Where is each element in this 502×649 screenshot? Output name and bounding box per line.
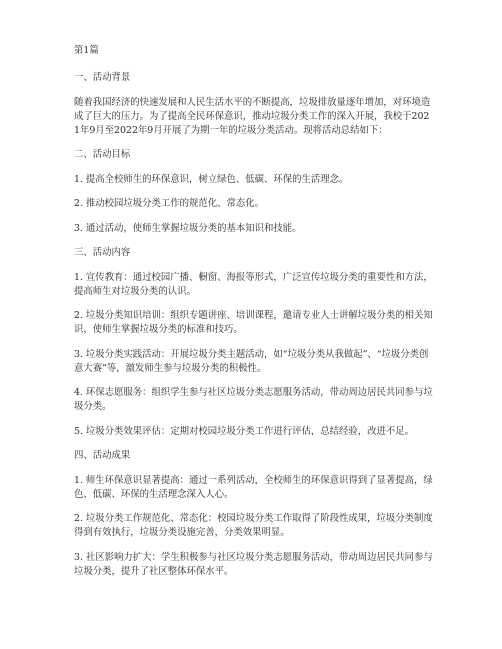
content-item: 3. 垃圾分类实践活动：开展垃圾分类主题活动，如“垃圾分类从我做起”、“垃圾分类创意大赛”等，激发师生参与垃圾分类的积极性。 [74, 348, 429, 374]
content-item: 2. 垃圾分类知识培训：组织专题讲座、培训课程，邀请专业人士讲解垃圾分类的相关知识，使师生掌握垃圾分类的标准和技巧。 [74, 310, 433, 335]
content-item: 1. 宣传教育：通过校园广播、橱窗、海报等形式，广泛宣传垃圾分类的重要性和方法，提高师生对垃圾分类的认识。 [74, 271, 433, 297]
goal-item: 2. 推动校园垃圾分类工作的规范化、常态化。 [74, 198, 265, 209]
section-heading-goals: 二、活动目标 [74, 149, 131, 160]
goal-item: 3. 通过活动，使师生掌握垃圾分类的基本知识和技能。 [74, 222, 302, 234]
document-page [74, 44, 434, 589]
section-heading-content: 三、活动内容 [74, 247, 131, 258]
background-paragraph: 随着我国经济的快速发展和人民生活水平的不断提高，垃圾排放量逐年增加，对环境造成了巨大的压力。为了提高全民环保意识，推动垃圾分类工作的深入开展，我校于2021年9月至2022年9月开展了为期一年的垃圾分类活动。现将活动总结如下： [74, 96, 431, 136]
result-item: 3. 社区影响力扩大：学生积极参与社区垃圾分类志愿服务活动，带动周边居民共同参与垃圾分类，提升了社区整体环保水平。 [74, 551, 433, 577]
content-item: 4. 环保志愿服务：组织学生参与社区垃圾分类志愿服务活动，带动周边居民共同参与垃圾分类。 [74, 387, 433, 412]
content-item: 5. 垃圾分类效果评估：定期对校园垃圾分类工作进行评估，总结经验，改进不足。 [74, 425, 415, 437]
goal-item: 1. 提高全校师生的环保意识，树立绿色、低碳、环保的生活理念。 [74, 173, 349, 185]
result-item: 2. 垃圾分类工作规范化、常态化：校园垃圾分类工作取得了阶段性成果，垃圾分类制度得到有效执行，垃圾分类设施完善，分类效果明显。 [74, 513, 433, 538]
section-heading-results: 四、活动成果 [74, 450, 131, 461]
result-item: 1. 师生环保意识显著提高：通过一系列活动，全校师生的环保意识得到了显著提高，绿色、低碳、环保的生活理念深入人心。 [74, 474, 433, 500]
part-label: 第1篇 [74, 45, 99, 56]
section-heading-background: 一、活动背景 [74, 72, 131, 83]
